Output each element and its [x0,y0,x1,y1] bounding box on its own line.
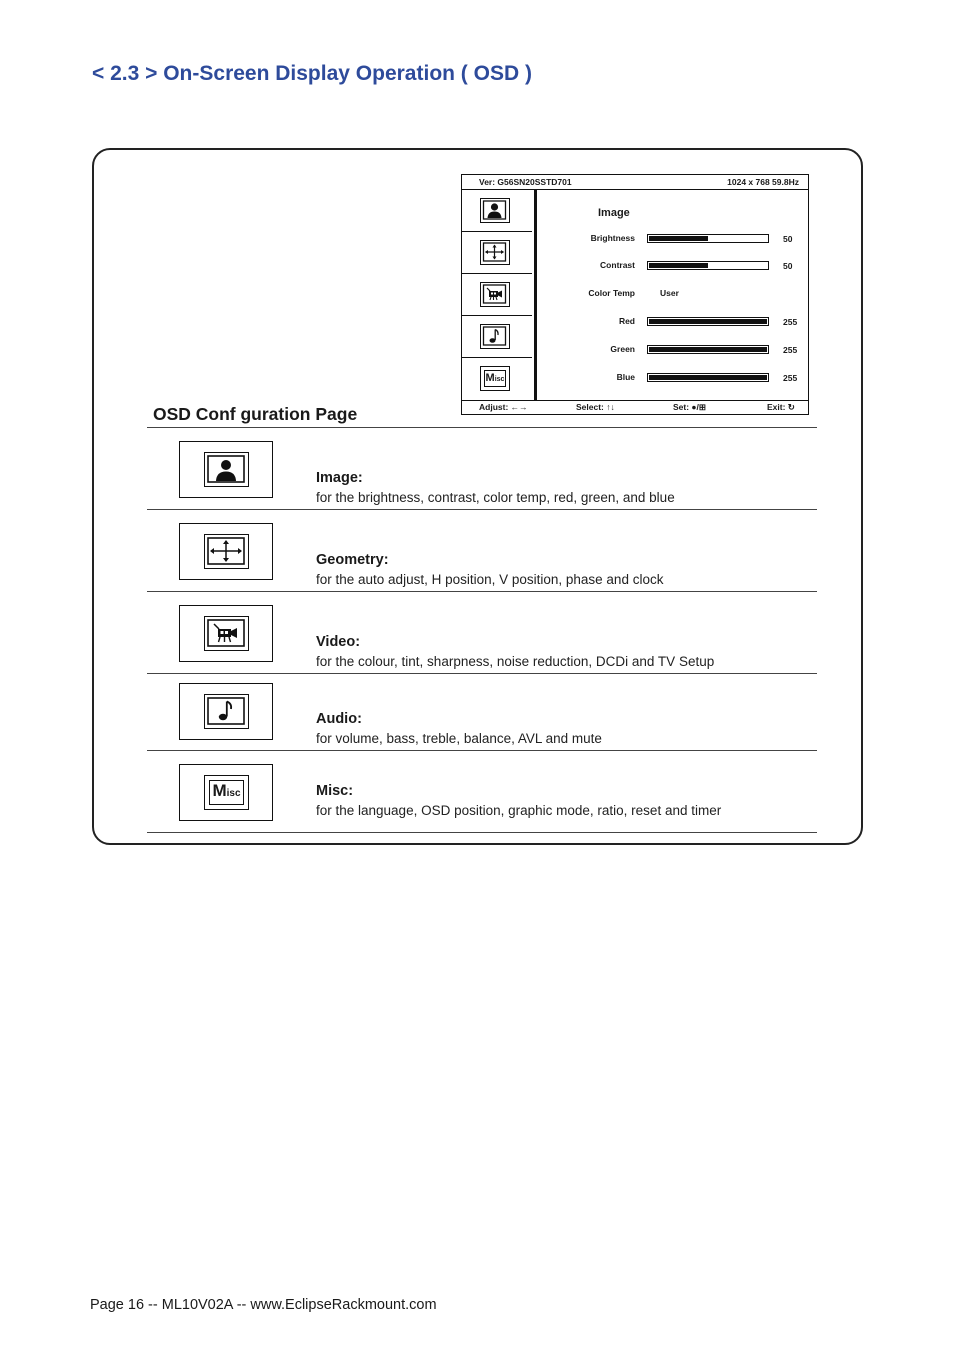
osd-hint-select: Select: ↑↓ [576,402,615,412]
blue-slider[interactable] [647,373,769,382]
image-icon [481,199,508,221]
image-icon-box [179,441,273,498]
item-desc-geometry: for the auto adjust, H position, V position, phase and clock [316,572,664,587]
osd-row-brightness[interactable] [537,232,808,246]
misc-icon: Misc [209,780,243,805]
red-slider[interactable] [647,317,769,326]
item-title-video: Video: [316,634,361,650]
geometry-icon-box [179,523,273,580]
osd-row-contrast[interactable] [537,259,808,273]
osd-value: 255 [783,345,798,355]
divider [147,832,817,833]
osd-row-green[interactable] [537,343,808,357]
osd-tab-video[interactable] [462,275,532,316]
osd-value: 255 [783,373,798,383]
page-title: < 2.3 > On-Screen Display Operation ( OSD ) [92,62,532,85]
item-desc-misc: for the language, OSD position, graphic mode, ratio, reset and timer [316,803,722,818]
osd-label: Green [610,344,635,354]
osd-tab-misc[interactable] [462,359,532,400]
osd-label: Blue [616,372,635,382]
osd-label: Color Temp [588,288,635,298]
osd-row-blue[interactable] [537,371,808,385]
osd-label: Contrast [600,260,635,270]
osd-resolution: 1024 x 768 59.8Hz [727,177,799,187]
item-title-image: Image: [316,470,363,486]
osd-value: 50 [783,234,793,244]
geometry-icon [205,535,247,567]
osd-label: Brightness [590,233,635,243]
divider [147,591,817,592]
divider [147,673,817,674]
config-heading: OSD Conf guration Page [153,404,358,424]
osd-header [462,175,808,190]
osd-hint-adjust: Adjust: ←→ [479,402,528,412]
item-title-audio: Audio: [316,711,362,727]
misc-icon: Misc [484,370,507,387]
divider [147,427,817,428]
brightness-slider[interactable] [647,234,769,243]
item-title-misc: Misc: [316,783,354,799]
osd-tab-geometry[interactable] [462,233,532,274]
osd-hint-exit: Exit: ↻ [767,402,795,412]
osd-row-red[interactable] [537,315,808,329]
osd-row-color-temp[interactable] [537,287,808,301]
page-footer: Page 16 -- ML10V02A -- www.EclipseRackmount.com [90,1297,437,1313]
audio-icon [205,695,247,727]
osd-screen-mockup [461,174,809,415]
item-desc-video: for the colour, tint, sharpness, noise reduction, DCDi and TV Setup [316,654,715,669]
divider [147,509,817,510]
color-temp-value[interactable]: User [660,288,679,298]
osd-menu-title: Image [598,207,630,219]
video-icon-box [179,605,273,662]
item-desc-audio: for volume, bass, treble, balance, AVL and mute [316,731,602,746]
video-icon [205,617,247,649]
osd-value: 255 [783,317,798,327]
osd-hint-set: Set: ●/⊞ [673,402,707,412]
item-title-geometry: Geometry: [316,552,389,568]
divider [147,750,817,751]
misc-icon-box [179,764,273,821]
audio-icon-box [179,683,273,740]
video-icon [481,283,508,305]
geometry-icon [481,241,508,263]
osd-label: Red [618,316,635,326]
green-slider[interactable] [647,345,769,354]
item-desc-image: for the brightness, contrast, color temp, red, green, and blue [316,490,675,505]
osd-tab-image[interactable] [462,191,532,232]
contrast-slider[interactable] [647,261,769,270]
audio-icon [481,325,508,347]
osd-tab-audio[interactable] [462,317,532,358]
image-icon [205,453,247,485]
osd-tab-column [462,189,535,401]
osd-value: 50 [783,261,793,271]
osd-footer [462,400,808,414]
osd-version: Ver: G56SN20SSTD701 [479,177,572,187]
